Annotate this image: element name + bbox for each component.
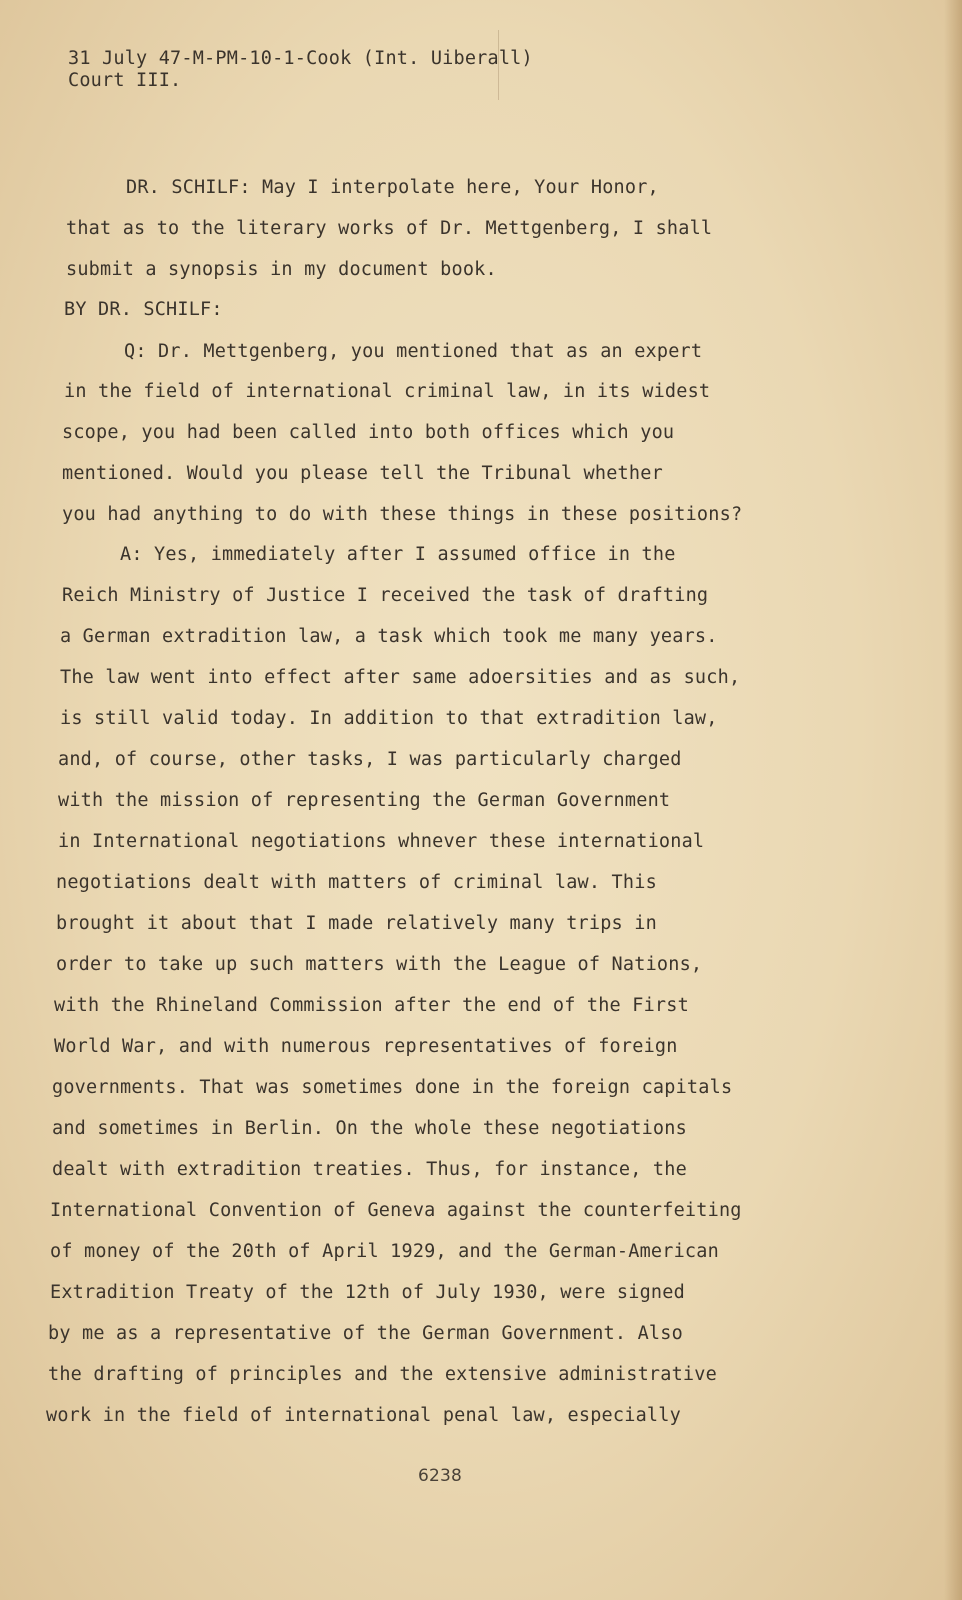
body-line: is still valid today. In addition to that extradition law,: [60, 708, 718, 729]
header-line-2: Court III.: [68, 70, 182, 91]
body-line: and sometimes in Berlin. On the whole these negotiations: [52, 1118, 687, 1139]
header-line-1: 31 July 47-M-PM-10-1-Cook (Int. Uiberall): [68, 48, 533, 69]
body-line: in International negotiations whnever these international: [58, 831, 705, 852]
body-line: that as to the literary works of Dr. Mettgenberg, I shall: [66, 218, 713, 239]
question-line: Q: Dr. Mettgenberg, you mentioned that as an expert: [124, 341, 703, 362]
body-line: scope, you had been called into both offices which you: [62, 422, 675, 443]
page-number: 6238: [418, 1466, 463, 1486]
body-line: submit a synopsis in my document book.: [66, 259, 497, 280]
examiner-heading: BY DR. SCHILF:: [64, 299, 223, 320]
body-line: mentioned. Would you please tell the Tribunal whether: [62, 463, 663, 484]
body-line: in the field of international criminal law, in its widest: [64, 381, 711, 402]
body-line: governments. That was sometimes done in the foreign capitals: [52, 1077, 733, 1098]
body-line: Extradition Treaty of the 12th of July 1930, were signed: [50, 1282, 685, 1303]
body-line: you had anything to do with these things in these positions?: [62, 504, 743, 525]
body-line: of money of the 20th of April 1929, and the German-American: [50, 1241, 719, 1262]
body-line: World War, and with numerous representatives of foreign: [54, 1036, 678, 1057]
body-line: with the Rhineland Commission after the end of the First: [54, 995, 689, 1016]
body-line: the drafting of principles and the extensive administrative: [48, 1364, 717, 1385]
body-line: and, of course, other tasks, I was particularly charged: [58, 749, 682, 770]
body-line: a German extradition law, a task which took me many years.: [60, 626, 718, 647]
body-line: International Convention of Geneva against the counterfeiting: [50, 1200, 742, 1221]
body-line: The law went into effect after same adoersities and as such,: [60, 667, 741, 688]
answer-line: A: Yes, immediately after I assumed office in the: [120, 544, 676, 565]
body-line: Reich Ministry of Justice I received the task of drafting: [62, 585, 709, 606]
body-line: with the mission of representing the German Government: [58, 790, 671, 811]
body-line: by me as a representative of the German Government. Also: [48, 1323, 683, 1344]
body-line: negotiations dealt with matters of criminal law. This: [56, 872, 657, 893]
body-line: brought it about that I made relatively many trips in: [56, 913, 657, 934]
body-line: work in the field of international penal law, especially: [46, 1405, 681, 1426]
speaker-line: DR. SCHILF: May I interpolate here, Your Honor,: [126, 177, 659, 198]
body-line: dealt with extradition treaties. Thus, for instance, the: [52, 1159, 687, 1180]
body-line: order to take up such matters with the League of Nations,: [56, 954, 703, 975]
